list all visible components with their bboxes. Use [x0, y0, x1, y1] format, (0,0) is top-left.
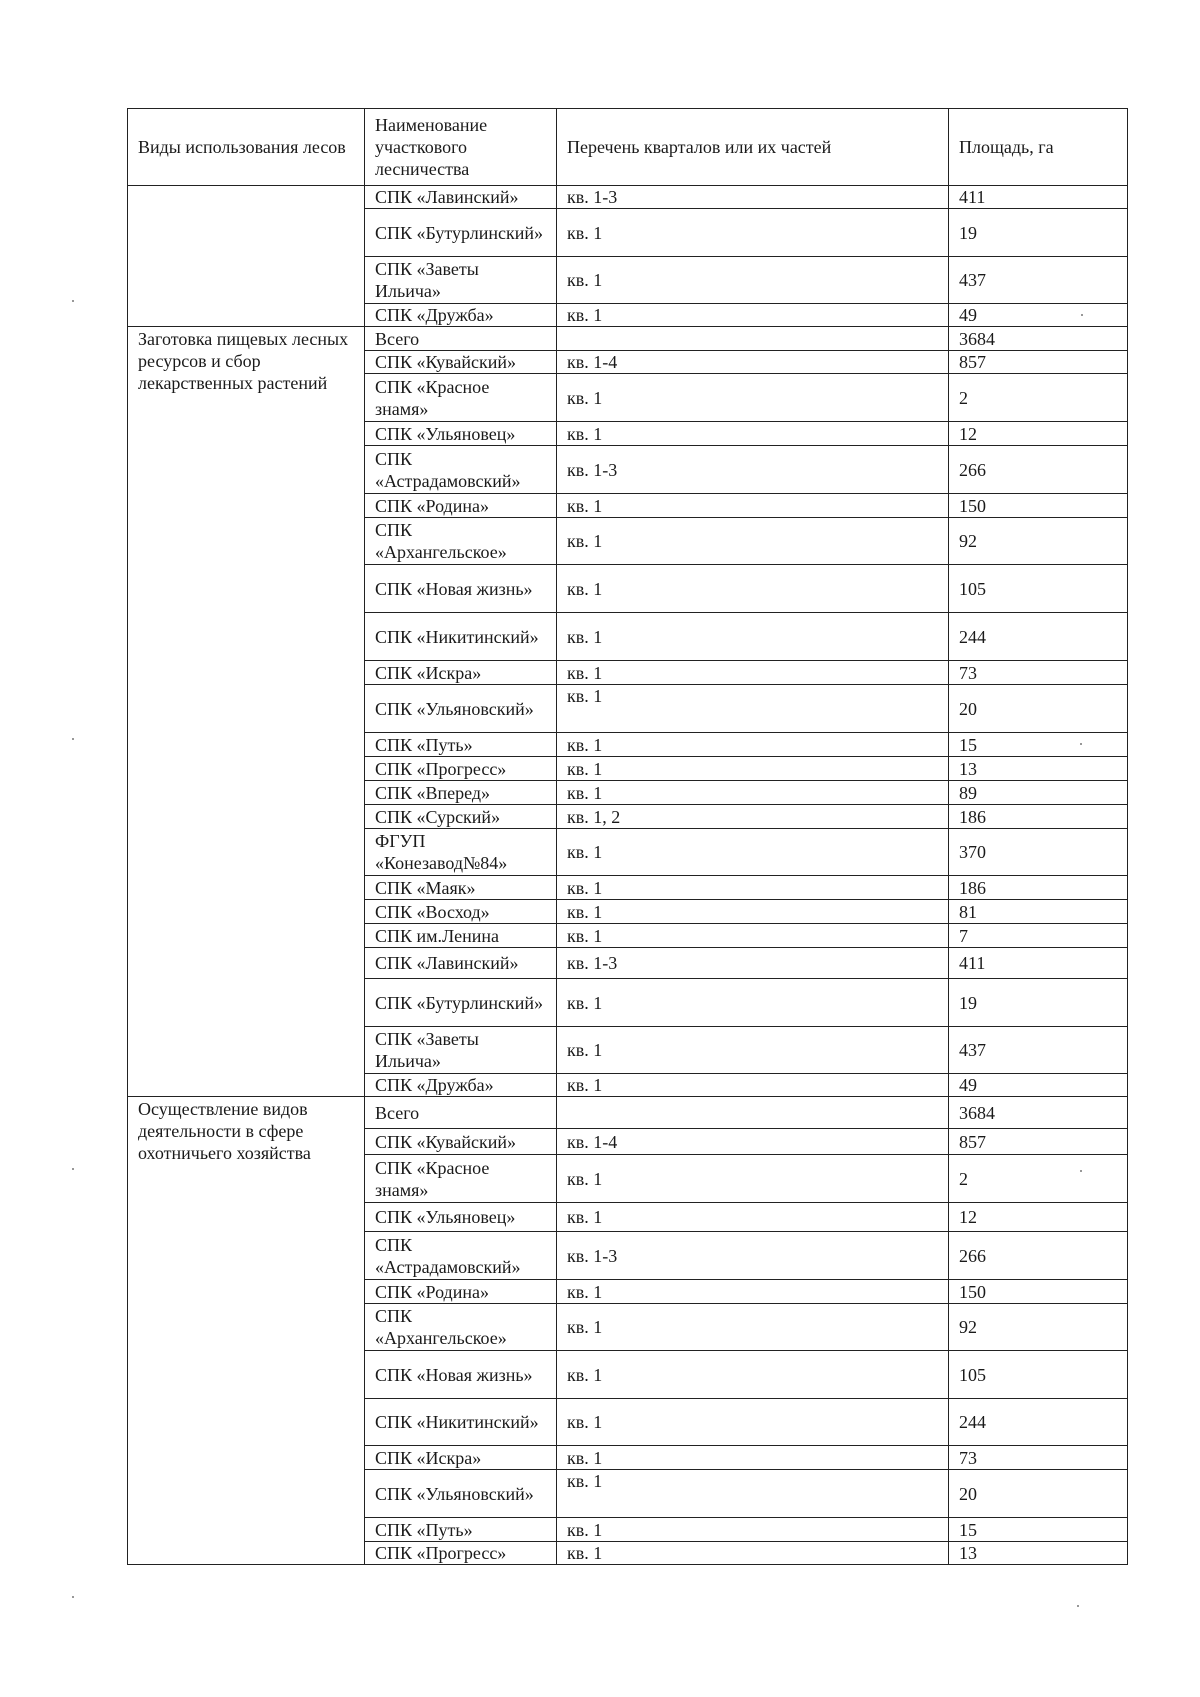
- quarters-cell: кв. 1: [557, 1203, 949, 1232]
- forestry-name-cell: СПК «Путь»: [365, 1518, 557, 1542]
- area-cell: 266: [949, 1232, 1128, 1280]
- forestry-name-cell: СПК «Кувайский»: [365, 1129, 557, 1155]
- area-cell: 81: [949, 900, 1128, 924]
- forestry-name-cell: СПК «Никитинский»: [365, 613, 557, 661]
- forestry-name-cell: СПК «Сурский»: [365, 805, 557, 829]
- scan-speck: [1077, 1605, 1079, 1607]
- forestry-name-cell: СПК «Искра»: [365, 1446, 557, 1470]
- forestry-name-cell: СПК «Родина»: [365, 1280, 557, 1304]
- quarters-cell: кв. 1: [557, 1470, 949, 1518]
- area-cell: 13: [949, 1542, 1128, 1565]
- area-cell: 437: [949, 257, 1128, 304]
- table-row: [128, 1097, 1128, 1129]
- quarters-cell: кв. 1: [557, 733, 949, 757]
- quarters-cell: кв. 1: [557, 257, 949, 304]
- area-cell: 92: [949, 518, 1128, 565]
- area-cell: 437: [949, 1027, 1128, 1074]
- header-quarters: Перечень кварталов или их частей: [557, 109, 949, 186]
- forest-use-cell: [128, 186, 365, 327]
- quarters-cell: кв. 1: [557, 209, 949, 257]
- area-cell: 186: [949, 805, 1128, 829]
- forestry-name-cell: СПК «Астрадамовский»: [365, 446, 557, 494]
- quarters-cell: кв. 1: [557, 829, 949, 876]
- forest-use-cell: Заготовка пищевых лесных ресурсов и сбор лекарственных растений: [128, 327, 365, 1097]
- forestry-name-cell: СПК «Восход»: [365, 900, 557, 924]
- header-forestry-name: Наименование участкового лесничества: [365, 109, 557, 186]
- table-row: [128, 327, 1128, 351]
- area-cell: 150: [949, 1280, 1128, 1304]
- quarters-cell: кв. 1: [557, 1542, 949, 1565]
- area-cell: 150: [949, 494, 1128, 518]
- area-cell: 12: [949, 422, 1128, 446]
- forestry-name-cell: Всего: [365, 327, 557, 351]
- forestry-name-cell: СПК «Красное знамя»: [365, 1155, 557, 1203]
- forestry-name-cell: СПК «Новая жизнь»: [365, 565, 557, 613]
- area-cell: 15: [949, 733, 1128, 757]
- table-body: [128, 186, 1128, 1565]
- forestry-name-cell: ФГУП «Конезавод№84»: [365, 829, 557, 876]
- quarters-cell: кв. 1: [557, 613, 949, 661]
- quarters-cell: кв. 1: [557, 685, 949, 733]
- table-header: [128, 109, 1128, 186]
- area-cell: 19: [949, 979, 1128, 1027]
- quarters-cell: кв. 1: [557, 1446, 949, 1470]
- quarters-cell: кв. 1: [557, 422, 949, 446]
- area-cell: 12: [949, 1203, 1128, 1232]
- forestry-name-cell: Всего: [365, 1097, 557, 1129]
- quarters-cell: кв. 1: [557, 781, 949, 805]
- quarters-cell: кв. 1: [557, 1155, 949, 1203]
- forestry-name-cell: СПК «Лавинский»: [365, 948, 557, 979]
- area-cell: 89: [949, 781, 1128, 805]
- quarters-cell: кв. 1: [557, 876, 949, 900]
- quarters-cell: кв. 1: [557, 494, 949, 518]
- area-cell: 3684: [949, 327, 1128, 351]
- area-cell: 13: [949, 757, 1128, 781]
- quarters-cell: кв. 1: [557, 924, 949, 948]
- forestry-name-cell: СПК «Архангельское»: [365, 1304, 557, 1351]
- quarters-cell: кв. 1-3: [557, 186, 949, 209]
- quarters-cell: кв. 1: [557, 1074, 949, 1097]
- forestry-name-cell: СПК «Заветы Ильича»: [365, 1027, 557, 1074]
- forestry-name-cell: СПК «Ульяновец»: [365, 1203, 557, 1232]
- area-cell: 105: [949, 565, 1128, 613]
- area-cell: 411: [949, 948, 1128, 979]
- forestry-name-cell: СПК «Искра»: [365, 661, 557, 685]
- quarters-cell: кв. 1, 2: [557, 805, 949, 829]
- forestry-name-cell: СПК «Бутурлинский»: [365, 979, 557, 1027]
- quarters-cell: кв. 1: [557, 518, 949, 565]
- quarters-cell: [557, 327, 949, 351]
- quarters-cell: [557, 1097, 949, 1129]
- forestry-name-cell: СПК «Лавинский»: [365, 186, 557, 209]
- area-cell: 20: [949, 1470, 1128, 1518]
- area-cell: 15: [949, 1518, 1128, 1542]
- area-cell: 2: [949, 374, 1128, 422]
- area-cell: 370: [949, 829, 1128, 876]
- quarters-cell: кв. 1: [557, 979, 949, 1027]
- forestry-name-cell: СПК «Ульяновец»: [365, 422, 557, 446]
- area-cell: 105: [949, 1351, 1128, 1399]
- area-cell: 244: [949, 613, 1128, 661]
- forestry-name-cell: СПК «Прогресс»: [365, 1542, 557, 1565]
- area-cell: 73: [949, 661, 1128, 685]
- quarters-cell: кв. 1: [557, 304, 949, 327]
- scan-speck: [72, 738, 74, 740]
- area-cell: 411: [949, 186, 1128, 209]
- area-cell: 186: [949, 876, 1128, 900]
- area-cell: 244: [949, 1399, 1128, 1446]
- table-row: [128, 186, 1128, 209]
- forestry-name-cell: СПК «Ульяновский»: [365, 685, 557, 733]
- quarters-cell: кв. 1: [557, 900, 949, 924]
- header-area: Площадь, га: [949, 109, 1128, 186]
- scan-speck: [1080, 1170, 1082, 1172]
- forestry-name-cell: СПК «Архангельское»: [365, 518, 557, 565]
- area-cell: 19: [949, 209, 1128, 257]
- area-cell: 7: [949, 924, 1128, 948]
- area-cell: 857: [949, 1129, 1128, 1155]
- forestry-name-cell: СПК «Дружба»: [365, 304, 557, 327]
- scan-speck: [72, 1168, 74, 1170]
- area-cell: 73: [949, 1446, 1128, 1470]
- area-cell: 3684: [949, 1097, 1128, 1129]
- area-cell: 2: [949, 1155, 1128, 1203]
- area-cell: 857: [949, 351, 1128, 374]
- quarters-cell: кв. 1: [557, 1280, 949, 1304]
- quarters-cell: кв. 1-4: [557, 351, 949, 374]
- forestry-name-cell: СПК «Прогресс»: [365, 757, 557, 781]
- header-forest-use: Виды использования лесов: [128, 109, 365, 186]
- forestry-name-cell: СПК «Путь»: [365, 733, 557, 757]
- quarters-cell: кв. 1-3: [557, 948, 949, 979]
- scan-speck: [72, 1596, 74, 1598]
- scan-speck: [72, 300, 74, 302]
- forestry-name-cell: СПК им.Ленина: [365, 924, 557, 948]
- quarters-cell: кв. 1: [557, 757, 949, 781]
- quarters-cell: кв. 1: [557, 374, 949, 422]
- quarters-cell: кв. 1: [557, 565, 949, 613]
- area-cell: 49: [949, 304, 1128, 327]
- quarters-cell: кв. 1-3: [557, 446, 949, 494]
- quarters-cell: кв. 1-4: [557, 1129, 949, 1155]
- quarters-cell: кв. 1: [557, 1027, 949, 1074]
- quarters-cell: кв. 1: [557, 661, 949, 685]
- forestry-name-cell: СПК «Никитинский»: [365, 1399, 557, 1446]
- forestry-name-cell: СПК «Вперед»: [365, 781, 557, 805]
- forestry-name-cell: СПК «Бутурлинский»: [365, 209, 557, 257]
- quarters-cell: кв. 1: [557, 1518, 949, 1542]
- forestry-name-cell: СПК «Родина»: [365, 494, 557, 518]
- forestry-name-cell: СПК «Дружба»: [365, 1074, 557, 1097]
- quarters-cell: кв. 1: [557, 1304, 949, 1351]
- header-row: [128, 109, 1128, 186]
- area-cell: 92: [949, 1304, 1128, 1351]
- forestry-name-cell: СПК «Новая жизнь»: [365, 1351, 557, 1399]
- forestry-name-cell: СПК «Астрадамовский»: [365, 1232, 557, 1280]
- scan-speck: [1080, 743, 1082, 745]
- forest-use-table: [127, 108, 1128, 1565]
- forestry-name-cell: СПК «Заветы Ильича»: [365, 257, 557, 304]
- area-cell: 49: [949, 1074, 1128, 1097]
- area-cell: 266: [949, 446, 1128, 494]
- forestry-name-cell: СПК «Кувайский»: [365, 351, 557, 374]
- quarters-cell: кв. 1-3: [557, 1232, 949, 1280]
- scan-speck: [1081, 314, 1083, 316]
- forest-use-cell: Осуществление видов деятельности в сфере охотничьего хозяйства: [128, 1097, 365, 1565]
- quarters-cell: кв. 1: [557, 1399, 949, 1446]
- forestry-name-cell: СПК «Красное знамя»: [365, 374, 557, 422]
- quarters-cell: кв. 1: [557, 1351, 949, 1399]
- forestry-name-cell: СПК «Ульяновский»: [365, 1470, 557, 1518]
- area-cell: 20: [949, 685, 1128, 733]
- forestry-name-cell: СПК «Маяк»: [365, 876, 557, 900]
